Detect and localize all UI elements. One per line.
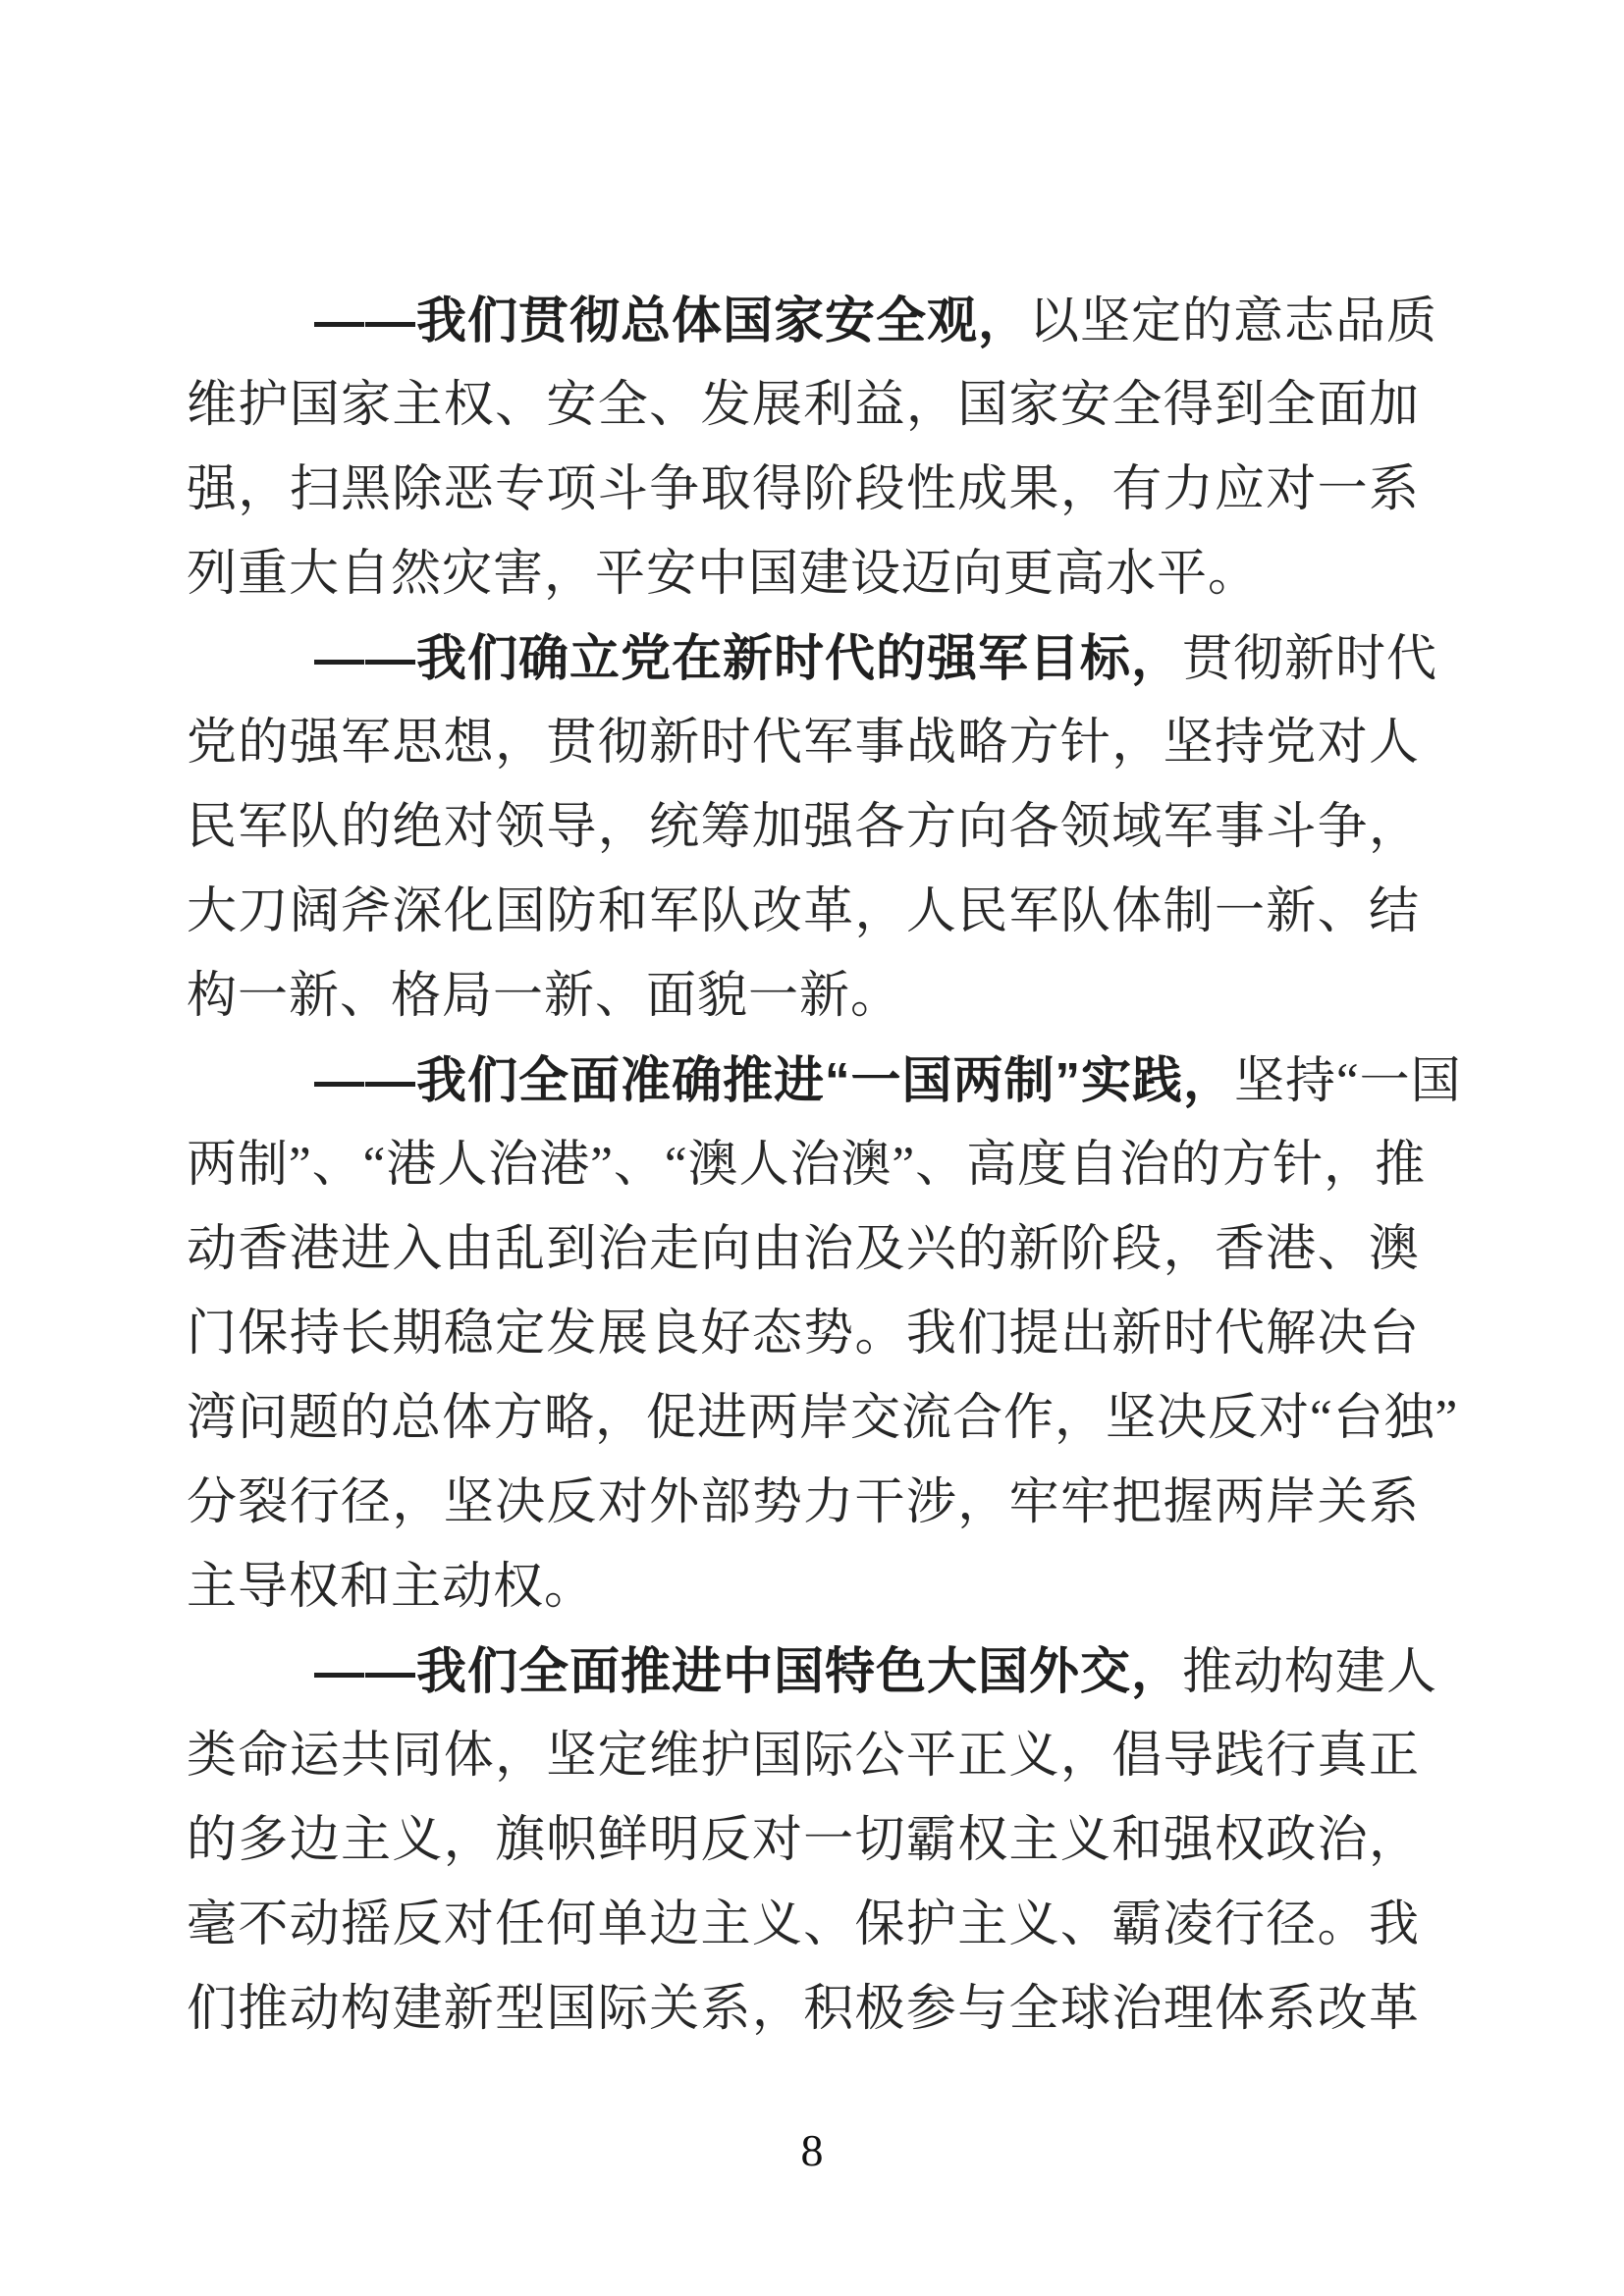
paragraph-text: 主导权和主动权。 [187,1560,596,1615]
document-body [187,279,1462,2052]
text-line [187,448,1420,532]
paragraph-text: 两制”、“港人治港”、“澳人治澳”、高度自治的方针，推 [187,1138,1427,1193]
text-line [187,1376,1459,1461]
paragraph-lead-bold: ——我们贯彻总体国家安全观， [314,293,1030,348]
paragraph-text: 毫不动摇反对任何单边主义、保护主义、霸凌行径。我 [187,1897,1420,1952]
paragraph-text: 党的强军思想，贯彻新时代军事战略方针，坚持党对人 [187,716,1420,771]
text-line [187,1967,1420,2052]
paragraph-lead-bold: ——我们全面推进中国特色大国外交， [314,1643,1183,1699]
text-line [187,870,1420,954]
paragraph-text: 民军队的绝对领导，统筹加强各方向各领域军事斗争， [187,800,1420,855]
paragraph-text: 坚持“一国 [1234,1054,1462,1109]
paragraph-text: 的多边主义，旗帜鲜明反对一切霸权主义和强权政治， [187,1813,1420,1868]
paragraph-text: 以坚定的意志品质 [1029,294,1438,349]
text-line [187,1798,1420,1883]
paragraph-text: 列重大自然灾害，平安中国建设迈向更高水平。 [187,547,1260,602]
paragraph-strong-military-goal [187,616,1438,1039]
text-line [187,279,1438,363]
paragraph-text: 们推动构建新型国际关系，积极参与全球治理体系改革 [187,1982,1420,2037]
paragraph-text: 门保持长期稳定发展良好态势。我们提出新时代解决台 [187,1307,1420,1362]
paragraph-text: 湾问题的总体方略，促进两岸交流合作，坚决反对“台独” [187,1391,1459,1446]
paragraph-national-security [187,279,1438,616]
text-line [187,532,1420,616]
text-line [187,1883,1420,1967]
text-line [187,1545,1420,1629]
paragraph-text: 构一新、格局一新、面貌一新。 [187,969,902,1024]
text-line [187,1039,1462,1123]
paragraph-text: 贯彻新时代 [1182,632,1438,687]
paragraph-text: 分裂行径，坚决反对外部势力干涉，牢牢把握两岸关系 [187,1475,1420,1530]
text-line [187,1461,1420,1545]
text-line [187,1123,1427,1207]
paragraph-text: 推动构建人 [1182,1645,1438,1700]
paragraph-text: 维护国家主权、安全、发展利益，国家安全得到全面加 [187,378,1420,433]
text-line [187,363,1420,448]
page-number: 8 [800,2125,824,2175]
paragraph-text: 动香港进入由乱到治走向由治及兴的新阶段，香港、澳 [187,1222,1420,1277]
text-line [187,1207,1420,1292]
paragraph-text: 大刀阔斧深化国防和军队改革，人民军队体制一新、结 [187,884,1420,939]
paragraph-lead-bold: ——我们全面准确推进“一国两制”实践， [314,1052,1235,1108]
paragraph-major-country-diplomacy [187,1629,1438,2052]
paragraph-text: 强，扫黑除恶专项斗争取得阶段性成果，有力应对一系 [187,462,1420,517]
text-line [187,1714,1420,1798]
paragraph-text: 类命运共同体，坚定维护国际公平正义，倡导践行真正 [187,1729,1420,1784]
text-line [187,1292,1420,1376]
text-line [187,954,1420,1039]
text-line [187,1629,1438,1714]
text-line [187,616,1438,701]
text-line [187,701,1420,785]
page-footer [0,2125,1624,2175]
paragraph-lead-bold: ——我们确立党在新时代的强军目标， [314,630,1183,686]
text-line [187,785,1420,870]
paragraph-one-country-two-systems [187,1039,1462,1629]
